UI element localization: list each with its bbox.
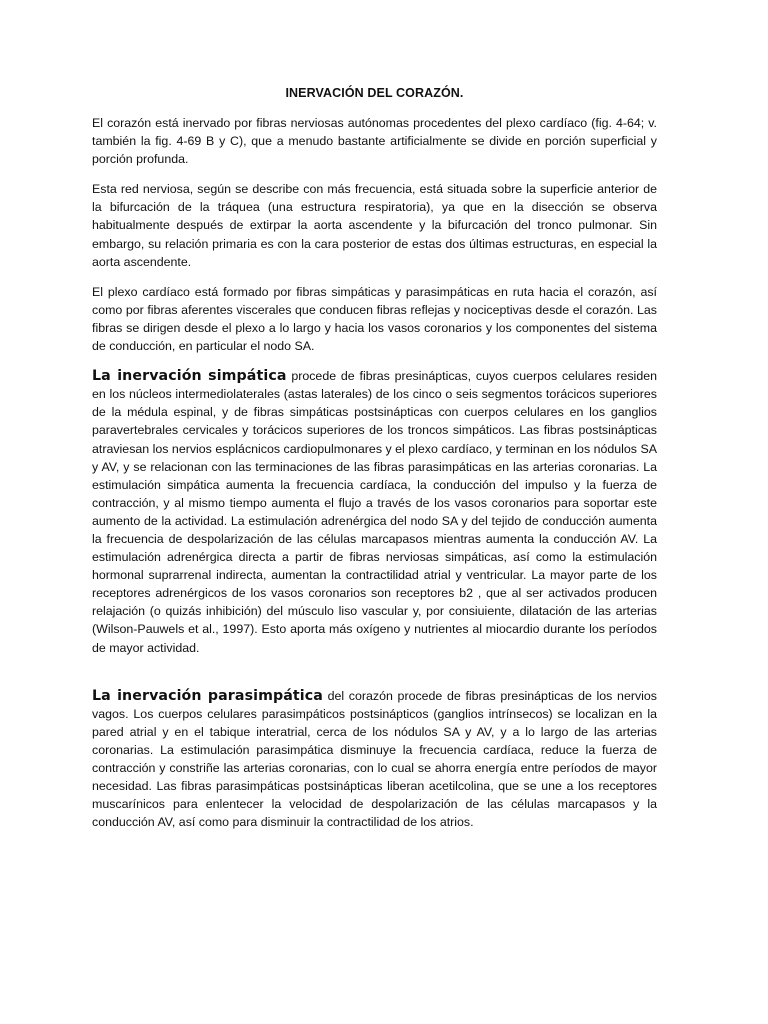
section-spacer — [92, 669, 657, 687]
parasympathetic-text: del corazón procede de fibras presinápticas de los nervios vagos. Los cuerpos celulares parasimpáticos postsinápticos (ganglios intrínsecos) se localizan en la pared atrial y en el tabique interatrial, cerca de los nódulos SA y AV, y a lo largo de las arterias coronarias. La estimulación parasimpática disminuye la frecuencia cardíaca, reduce la fuerza de contracción y constriñe las arterias coronarias, con lo cual se ahorra energía entre períodos de mayor necesidad. Las fibras parasimpáticas postsinápticas liberan acetilcolina, que se une a los receptores muscarínicos para enlentecer la velocidad de despolarización de las células marcapasos y la conducción AV, así como para disminuir la contractilidad de los atrios. — [92, 688, 657, 830]
paragraph-network: Esta red nerviosa, según se describe con más frecuencia, está situada sobre la superficie anterior de la bifurcación de la tráquea (una estructura respiratoria), ya que en la disección se observa habitualmente después de extirpar la aorta ascendente y la bifurcación del tronco pulmonar. Sin embargo, su relación primaria es con la cara posterior de estas dos últimas estructuras, en especial la aorta ascendente. — [92, 182, 657, 269]
sympathetic-text: procede de fibras presinápticas, cuyos cuerpos celulares residen en los núcleos intermediolaterales (astas laterales) de los cinco o seis segmentos torácicos superiores de la médula espinal, y de fibras simpáticas postsinápticas con cuerpos celulares en los ganglios paravertebrales cervicales y torácicos superiores de los troncos simpáticos. Las fibras postsinápticas atraviesan los nervios esplácnicos cardiopulmonares y el plexo cardíaco, y terminan en los nódulos SA y AV, y se relacionan con las terminaciones de las fibras parasimpáticas en las arterias coronarias. La estimulación simpática aumenta la frecuencia cardíaca, la conducción del impulso y la fuerza de contracción, y al mismo tiempo aumenta el flujo a través de los vasos coronarios para soportar este aumento de la actividad. La estimulación adrenérgica del nodo SA y del tejido de conducción aumenta la frecuencia de despolarización de las células marcapasos mientras aumenta la conducción AV. La estimulación adrenérgica directa a partir de fibras nerviosas simpáticas, así como la estimulación hormonal suprarrenal indirecta, aumentan la contractilidad atrial y ventricular. La mayor parte de los receptores adrenérgicos de los vasos coronarios son receptores b2 , que al ser activados producen relajación (o quizás inhibición) del músculo liso vascular y, por consiuiente, dilatación de las arterias (Wilson-Pauwels et al., 1997). Esto aporta más oxígeno y nutrientes al miocardio durante los períodos de mayor actividad. — [92, 369, 657, 655]
document-page — [92, 86, 657, 843]
sympathetic-heading: La inervación simpática — [92, 368, 287, 385]
paragraph-intro: El corazón está inervado por fibras nerviosas autónomas procedentes del plexo cardíaco (fig. 4-64; v. también la fig. 4-69 B y C), que a menudo bastante artificialmente se divide en porción superficial y porción profunda. — [92, 116, 657, 167]
paragraph-parasympathetic — [92, 687, 657, 832]
parasympathetic-heading: La inervación parasimpática — [92, 687, 323, 704]
document-title: INERVACIÓN DEL CORAZÓN. — [285, 86, 464, 100]
paragraph-sympathetic — [92, 367, 657, 657]
paragraph-plexus: El plexo cardíaco está formado por fibras simpáticas y parasimpáticas en ruta hacia el corazón, así como por fibras aferentes viscerales que conducen fibras reflejas y nociceptivas desde el corazón. Las fibras se dirigen desde el plexo a lo largo y hacia los vasos coronarios y los componentes del sistema de conducción, en particular el nodo SA. — [92, 284, 657, 354]
